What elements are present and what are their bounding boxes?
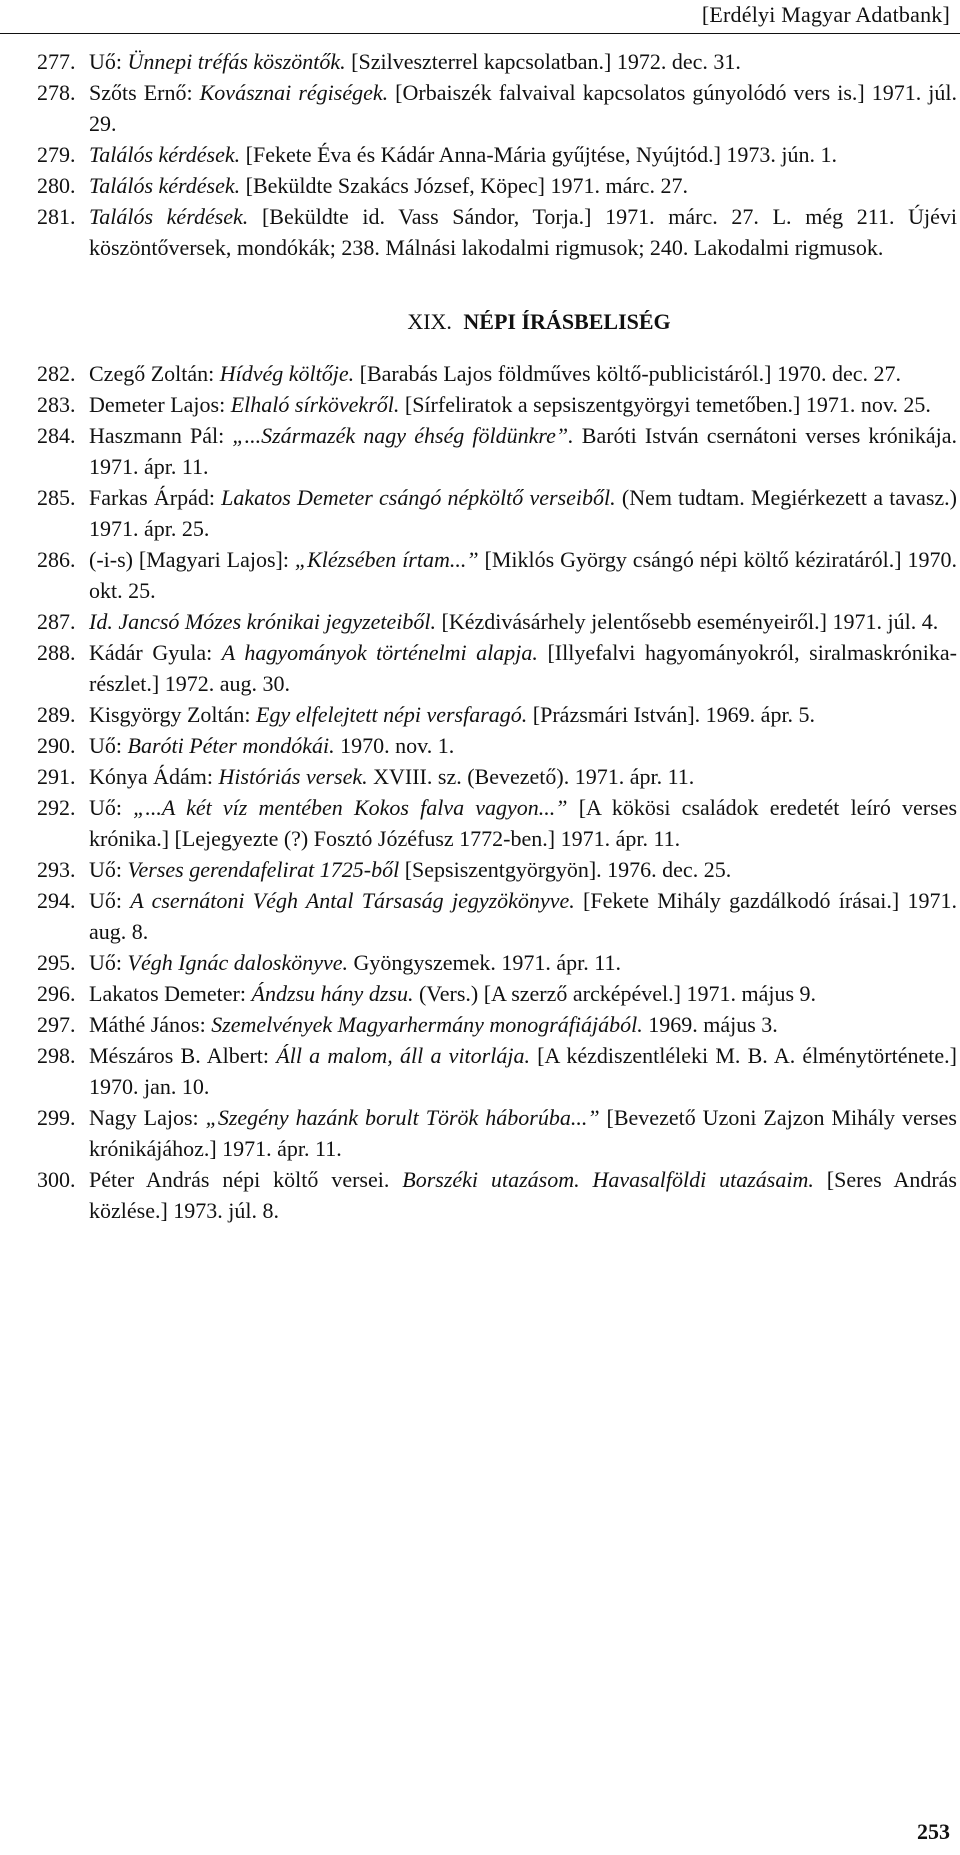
entry-note: Uő: bbox=[89, 857, 128, 882]
bibliography-entry bbox=[37, 46, 957, 77]
bibliography-entry bbox=[37, 885, 957, 947]
bibliography-entry bbox=[37, 389, 957, 420]
entry-number: 292. bbox=[37, 795, 76, 820]
bibliography-entry bbox=[37, 201, 957, 263]
entry-title: A hagyományok történelmi alapja. bbox=[221, 640, 538, 665]
entry-title: Végh Ignác daloskönyve. bbox=[127, 950, 349, 975]
entry-text bbox=[89, 978, 957, 1009]
bibliography-entry bbox=[37, 1040, 957, 1102]
entry-title: Lakatos Demeter csángó népköltő verseiből. bbox=[221, 485, 616, 510]
entry-note: [Barabás Lajos földműves költő-publicistáról.] 1970. dec. 27. bbox=[354, 361, 901, 386]
entry-note: XVIII. sz. (Bevezető). 1971. ápr. 11. bbox=[367, 764, 695, 789]
entry-text bbox=[89, 792, 957, 854]
entry-text bbox=[89, 77, 957, 139]
entry-note: [A kökösi családok eredetét leíró verses krónika.] [Lejegyezte (?) Fosztó Józéfusz 1772-ben.] 1971. ápr. 11. bbox=[89, 795, 958, 851]
bibliography-entry bbox=[37, 1102, 957, 1164]
entry-title: „Szegény hazánk borult Török háborúba...” bbox=[205, 1105, 600, 1130]
entry-text bbox=[89, 947, 957, 978]
section-title: NÉPI ÍRÁSBELISÉG bbox=[463, 309, 671, 334]
entry-number: 299. bbox=[37, 1105, 76, 1130]
entry-note: (-i-s) [Magyari Lajos]: bbox=[89, 547, 295, 572]
bibliography-entry bbox=[37, 170, 957, 201]
bibliography-entry bbox=[37, 854, 957, 885]
entry-text bbox=[89, 854, 957, 885]
entry-note: Gyöngyszemek. 1971. ápr. 11. bbox=[348, 950, 621, 975]
entry-title: Találós kérdések. bbox=[89, 204, 249, 229]
entry-note: Nagy Lajos: bbox=[89, 1105, 206, 1130]
entry-number: 280. bbox=[37, 173, 76, 198]
entry-note: [Fekete Mihály gazdálkodó írásai.] 1971. aug. 8. bbox=[89, 888, 957, 944]
bibliography-entry bbox=[37, 544, 957, 606]
entry-title: Kovásznai régiségek. bbox=[199, 80, 389, 105]
section-number: XIX. bbox=[407, 309, 452, 334]
entry-list-bottom bbox=[37, 358, 957, 1226]
entry-note: (Nem tudtam. Megiérkezett a tavasz.) 1971. ápr. 25. bbox=[89, 485, 957, 541]
entry-text bbox=[89, 1102, 957, 1164]
bibliography-entry bbox=[37, 637, 957, 699]
entry-text bbox=[89, 637, 957, 699]
entry-number: 285. bbox=[37, 485, 76, 510]
entry-note: Uő: bbox=[89, 795, 134, 820]
entry-note: Uő: bbox=[89, 888, 131, 913]
entry-note: [Prázsmári István]. 1969. ápr. 5. bbox=[527, 702, 816, 727]
entry-title: Ünnepi tréfás köszöntők. bbox=[127, 49, 346, 74]
entry-title: A csernátoni Végh Antal Társaság jegyzökönyve. bbox=[130, 888, 575, 913]
bibliography-entry bbox=[37, 358, 957, 389]
entry-title: Baróti Péter mondókái. bbox=[127, 733, 335, 758]
entry-note: Kisgyörgy Zoltán: bbox=[89, 702, 257, 727]
entry-number: 290. bbox=[37, 733, 76, 758]
entry-title: Históriás versek. bbox=[218, 764, 368, 789]
entry-number: 283. bbox=[37, 392, 76, 417]
entry-number: 295. bbox=[37, 950, 76, 975]
entry-note: Kádár Gyula: bbox=[89, 640, 222, 665]
bibliography-entry bbox=[37, 606, 957, 637]
entry-note: Uő: bbox=[89, 733, 128, 758]
entry-note: [Illyefalvi hagyományokról, siralmaskrónika-részlet.] 1972. aug. 30. bbox=[89, 640, 958, 696]
entry-text bbox=[89, 699, 957, 730]
entry-note: [Kézdivásárhely jelentősebb eseményeiről.] 1971. júl. 4. bbox=[436, 609, 939, 634]
bibliography-entry bbox=[37, 420, 957, 482]
entry-note: Farkas Árpád: bbox=[89, 485, 222, 510]
entry-title: Egy elfelejtett népi versfaragó. bbox=[256, 702, 528, 727]
bibliography-entry bbox=[37, 1009, 957, 1040]
entry-note: [A kézdiszentléleki M. B. A. élménytörténete.] 1970. jan. 10. bbox=[89, 1043, 957, 1099]
entry-note: Péter András népi költő versei. bbox=[89, 1167, 403, 1192]
entry-text bbox=[89, 170, 957, 201]
entry-note: [Sírfeliratok a sepsiszentgyörgyi temetőben.] 1971. nov. 25. bbox=[399, 392, 931, 417]
entry-text bbox=[89, 1040, 957, 1102]
entry-text bbox=[89, 730, 957, 761]
entry-text bbox=[89, 358, 957, 389]
entry-text bbox=[89, 201, 957, 263]
entry-note: [Bevezető Uzoni Zajzon Mihály verses krónikájához.] 1971. ápr. 11. bbox=[89, 1105, 957, 1161]
entry-text bbox=[89, 420, 957, 482]
entry-note: Uő: bbox=[89, 49, 128, 74]
bibliography-entry bbox=[37, 77, 957, 139]
bibliography-entry bbox=[37, 482, 957, 544]
bibliography-entry bbox=[37, 792, 957, 854]
entry-title: Hídvég költője. bbox=[219, 361, 355, 386]
bibliography-entry bbox=[37, 139, 957, 170]
entry-number: 287. bbox=[37, 609, 76, 634]
entry-note: Uő: bbox=[89, 950, 128, 975]
entry-note: Máthé János: bbox=[89, 1012, 212, 1037]
entry-title: Találós kérdések. bbox=[89, 173, 241, 198]
entry-text bbox=[89, 761, 957, 792]
entry-note: [Seres András közlése.] 1973. júl. 8. bbox=[89, 1167, 957, 1223]
entry-number: 289. bbox=[37, 702, 76, 727]
page-header: [Erdélyi Magyar Adatbank] bbox=[701, 2, 950, 27]
entry-text bbox=[89, 389, 957, 420]
entry-text bbox=[89, 544, 957, 606]
entry-number: 294. bbox=[37, 888, 76, 913]
entry-note: [Beküldte Szakács József, Köpec] 1971. márc. 27. bbox=[240, 173, 688, 198]
entry-note: Szőts Ernő: bbox=[89, 80, 200, 105]
entry-note: Mészáros B. Albert: bbox=[89, 1043, 277, 1068]
entry-note: [Orbaiszék falvaival kapcsolatos gúnyolódó vers is.] 1971. júl. 29. bbox=[89, 80, 957, 136]
entry-text bbox=[89, 46, 957, 77]
entry-text bbox=[89, 885, 957, 947]
entry-title: Id. Jancsó Mózes krónikai jegyzeteiből. bbox=[89, 609, 437, 634]
entry-number: 282. bbox=[37, 361, 76, 386]
entry-number: 300. bbox=[37, 1167, 76, 1192]
entry-note: Baróti István csernátoni verses krónikája. 1971. ápr. 11. bbox=[89, 423, 957, 479]
entry-number: 286. bbox=[37, 547, 76, 572]
bibliography-entry bbox=[37, 730, 957, 761]
entry-title: Elhaló sírkövekről. bbox=[230, 392, 400, 417]
entry-note: 1970. nov. 1. bbox=[334, 733, 455, 758]
entry-note: [Szilveszterrel kapcsolatban.] 1972. dec. 31. bbox=[345, 49, 741, 74]
page-number: 253 bbox=[917, 1819, 950, 1844]
bibliography-entry bbox=[37, 761, 957, 792]
entry-note: Haszmann Pál: bbox=[89, 423, 233, 448]
page-content bbox=[37, 46, 957, 1226]
entry-text bbox=[89, 1164, 957, 1226]
entry-number: 284. bbox=[37, 423, 76, 448]
entry-note: Kónya Ádám: bbox=[89, 764, 219, 789]
entry-title: „Klézsében írtam...” bbox=[294, 547, 479, 572]
entry-note: [Sepsiszentgyörgyön]. 1976. dec. 25. bbox=[399, 857, 732, 882]
entry-list-top bbox=[37, 46, 957, 263]
entry-note: Lakatos Demeter: bbox=[89, 981, 252, 1006]
entry-text bbox=[89, 1009, 957, 1040]
entry-number: 298. bbox=[37, 1043, 76, 1068]
entry-title: „...A két víz mentében Kokos falva vagyon...” bbox=[133, 795, 568, 820]
entry-note: 1969. május 3. bbox=[642, 1012, 778, 1037]
entry-number: 296. bbox=[37, 981, 76, 1006]
entry-number: 277. bbox=[37, 49, 76, 74]
entry-text bbox=[89, 606, 957, 637]
entry-text bbox=[89, 139, 957, 170]
entry-number: 297. bbox=[37, 1012, 76, 1037]
bibliography-entry bbox=[37, 947, 957, 978]
entry-note: Demeter Lajos: bbox=[89, 392, 231, 417]
bibliography-entry bbox=[37, 699, 957, 730]
entry-title: Szemelvények Magyarhermány monográfiájából. bbox=[211, 1012, 643, 1037]
entry-title: Találós kérdések. bbox=[89, 142, 241, 167]
entry-note: Czegő Zoltán: bbox=[89, 361, 220, 386]
entry-title: Borszéki utazásom. Havasalföldi utazásaim. bbox=[402, 1167, 814, 1192]
entry-number: 279. bbox=[37, 142, 76, 167]
entry-number: 291. bbox=[37, 764, 76, 789]
entry-number: 293. bbox=[37, 857, 76, 882]
entry-title: „...Származék nagy éhség földünkre”. bbox=[232, 423, 574, 448]
entry-title: Verses gerendafelirat 1725-ből bbox=[127, 857, 400, 882]
entry-text bbox=[89, 482, 957, 544]
bibliography-entry bbox=[37, 978, 957, 1009]
entry-number: 281. bbox=[37, 204, 76, 229]
entry-title: Ándzsu hány dzsu. bbox=[251, 981, 414, 1006]
entry-title: Áll a malom, áll a vitorlája. bbox=[276, 1043, 530, 1068]
entry-number: 278. bbox=[37, 80, 76, 105]
bibliography-entry bbox=[37, 1164, 957, 1226]
entry-note: [Beküldte id. Vass Sándor, Torja.] 1971. márc. 27. L. még 211. Újévi köszöntőversek, mondókák; 238. Málnási lakodalmi rigmusok; 240. Lakodalmi rigmusok. bbox=[89, 204, 957, 260]
entry-note: (Vers.) [A szerző arcképével.] 1971. május 9. bbox=[413, 981, 817, 1006]
entry-note: [Fekete Éva és Kádár Anna-Mária gyűjtése, Nyújtód.] 1973. jún. 1. bbox=[240, 142, 838, 167]
header-rule bbox=[0, 33, 960, 34]
entry-note: [Miklós György csángó népi költő kéziratáról.] 1970. okt. 25. bbox=[89, 547, 957, 603]
section-heading bbox=[37, 306, 957, 337]
entry-number: 288. bbox=[37, 640, 76, 665]
